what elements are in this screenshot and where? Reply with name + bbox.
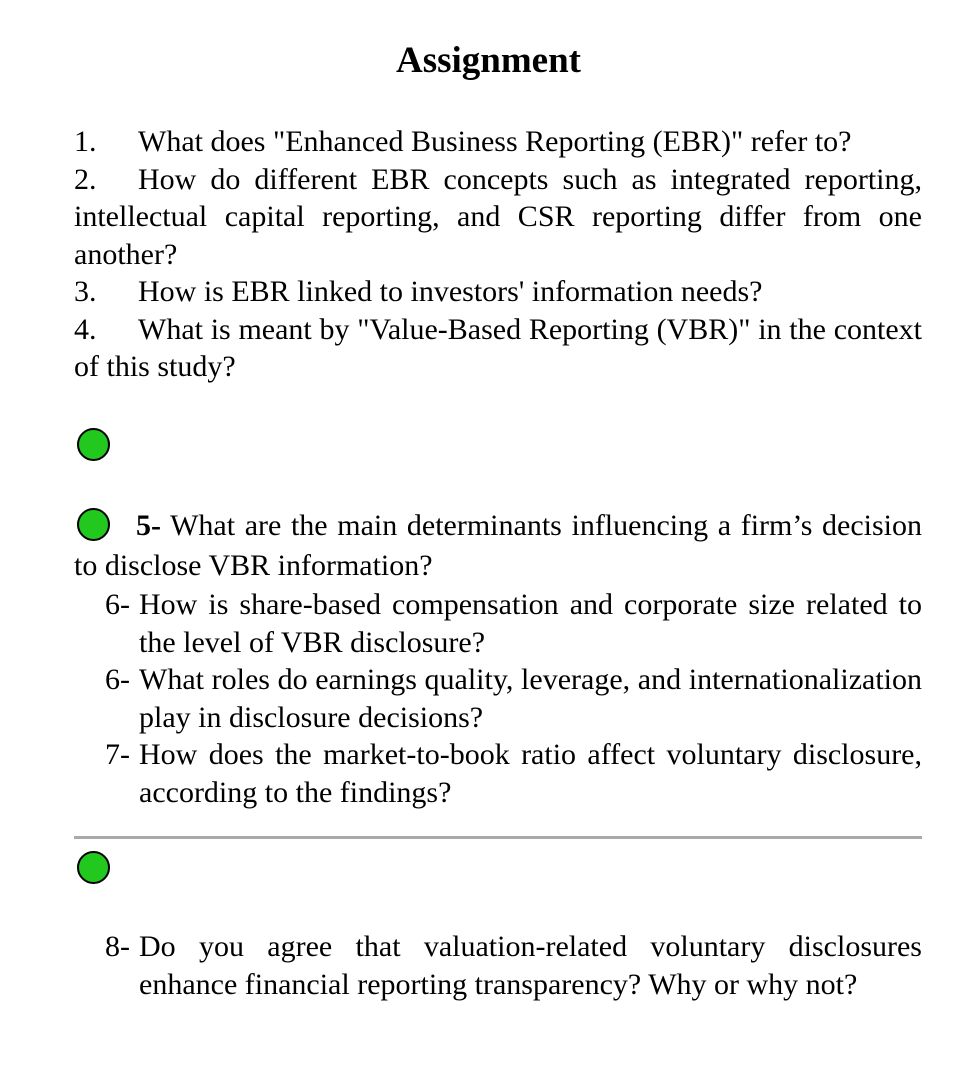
green-circle-icon: [77, 428, 110, 461]
page-title: Assignment: [395, 40, 582, 81]
question-number: 2.: [74, 162, 97, 196]
question-number: 6-: [105, 588, 130, 621]
question-number: 8-: [105, 930, 130, 963]
question-item: [74, 161, 922, 274]
question-text: What is meant by "Value-Based Reporting (VBR)" in the context of this study?: [74, 312, 922, 383]
sub-question-item: [105, 586, 922, 662]
question-text: What are the main determinants influencing a firm’s decision to disclose VBR information?: [74, 509, 922, 582]
question-number: 3.: [74, 275, 97, 308]
question-number: 4.: [74, 312, 97, 346]
question-number: 1.: [74, 125, 97, 158]
sub-question-item: [105, 661, 922, 737]
question-list: [74, 123, 922, 386]
question-item-5: [74, 506, 922, 586]
question-text: How is EBR linked to investors' information needs?: [138, 275, 763, 308]
question-item: [74, 273, 922, 311]
question-text: How is share-based compensation and corporate size related to the level of VBR disclosure?: [139, 588, 922, 659]
question-number: 5-: [136, 509, 161, 542]
question-number: 7-: [105, 738, 130, 771]
question-text: Do you agree that valuation-related voluntary disclosures enhance financial reporting transparency? Why or why not?: [139, 930, 922, 1001]
divider: [74, 836, 922, 839]
question-text: How does the market-to-book ratio affect voluntary disclosure, according to the findings?: [139, 738, 922, 809]
question-number: 6-: [105, 663, 130, 696]
green-circle-icon: [77, 851, 110, 884]
question-item: [74, 123, 922, 161]
question-item: [74, 311, 922, 386]
question-text: What does "Enhanced Business Reporting (EBR)" refer to?: [138, 125, 852, 158]
question-text: How do different EBR concepts such as integrated reporting, intellectual capital reporting, and CSR reporting differ from one another?: [74, 162, 922, 271]
sub-question-item-8: [105, 928, 922, 1004]
question-text: What roles do earnings quality, leverage, and internationalization play in disclosure decisions?: [139, 663, 922, 734]
sub-question-item: [105, 736, 922, 812]
